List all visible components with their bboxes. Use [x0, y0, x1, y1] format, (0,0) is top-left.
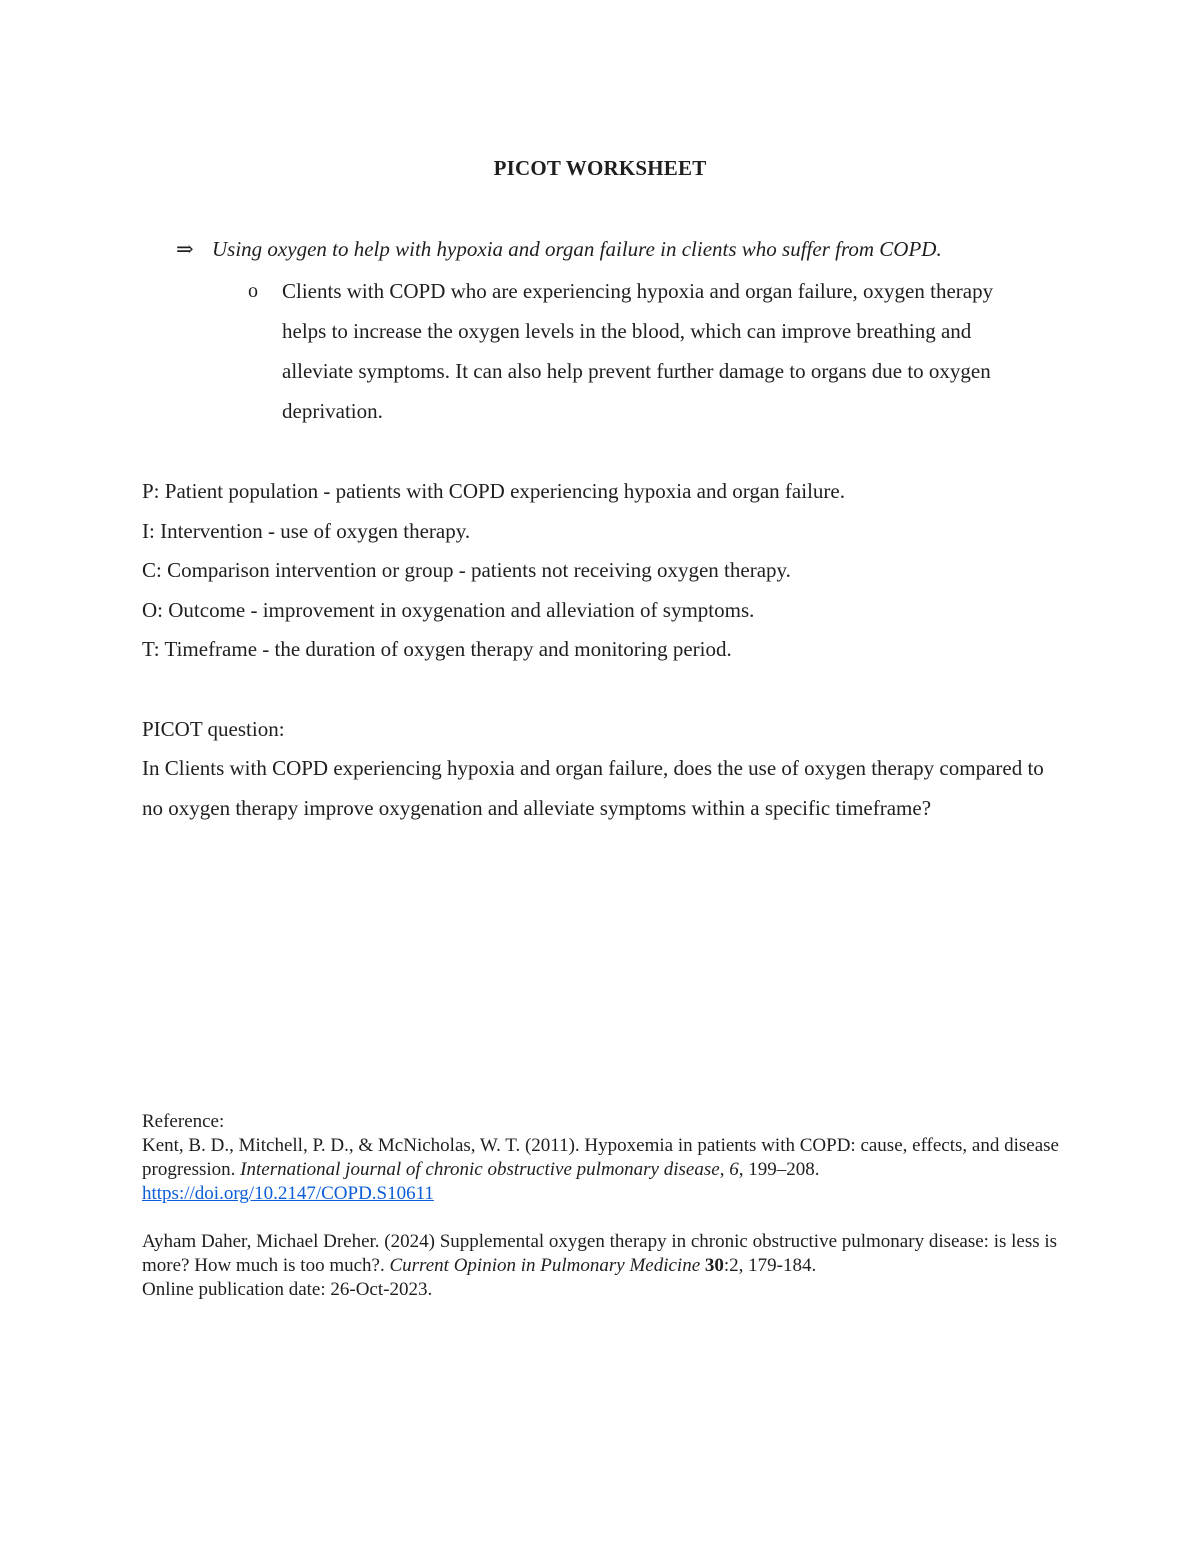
reference-2	[142, 1230, 1062, 1278]
picot-item-comparison: C: Comparison intervention or group - patients not receiving oxygen therapy.	[142, 558, 791, 583]
reference-2-authors: Ayham Daher, Michael Dreher. (2024) Supplemental oxygen therapy in chronic obstructive pulmonary disease: is less is more? How much is too much?.	[142, 1231, 1058, 1276]
circle-bullet-icon: o	[248, 280, 258, 302]
picot-item-timeframe: T: Timeframe - the duration of oxygen therapy and monitoring period.	[142, 637, 732, 662]
reference-1	[142, 1134, 1062, 1182]
intro-bullet-text: Using oxygen to help with hypoxia and organ failure in clients who suffer from COPD.	[212, 237, 942, 261]
reference-spacer	[142, 1206, 1062, 1230]
picot-item-outcome: O: Outcome - improvement in oxygenation and alleviation of symptoms.	[142, 597, 755, 622]
reference-1-volume: 6	[729, 1159, 739, 1180]
reference-2-journal: Current Opinion in Pulmonary Medicine	[389, 1255, 701, 1276]
arrow-bullet-icon: ⇒	[176, 237, 194, 261]
intro-bullet	[176, 234, 1076, 264]
picot-question-text: In Clients with COPD experiencing hypoxia and organ failure, does the use of oxygen therapy compared to no oxygen therapy improve oxygenation and alleviate symptoms within a specific timeframe?	[142, 756, 1044, 820]
references-heading: Reference:	[142, 1111, 225, 1132]
reference-1-sep: ,	[719, 1159, 730, 1180]
page-title: PICOT WORKSHEET	[493, 156, 707, 180]
references-section	[142, 1110, 1062, 1302]
reference-1-journal: International journal of chronic obstructive pulmonary disease	[240, 1159, 720, 1180]
intro-sub-bullet-text: Clients with COPD who are experiencing hypoxia and organ failure, oxygen therapy helps to increase the oxygen levels in the blood, which can improve breathing and alleviate symptoms. It can also help prevent further damage to organs due to oxygen deprivation.	[282, 279, 994, 423]
picot-item-intervention: I: Intervention - use of oxygen therapy.	[142, 518, 471, 543]
picot-question-label: PICOT question:	[142, 717, 285, 741]
picot-item-patient: P: Patient population - patients with COPD experiencing hypoxia and organ failure.	[142, 479, 845, 503]
picot-list	[142, 472, 1092, 670]
reference-2-pages: :2, 179-184.	[723, 1255, 817, 1276]
reference-1-pages: , 199–208.	[738, 1159, 820, 1180]
reference-1-doi-link[interactable]: https://doi.org/10.2147/COPD.S10611	[142, 1183, 434, 1204]
reference-1-authors: Kent, B. D., Mitchell, P. D., & McNicholas, W. T. (2011). Hypoxemia in patients with COPD: cause, effects, and disease progression.	[142, 1135, 1059, 1180]
reference-2-online-date: Online publication date: 26-Oct-2023.	[142, 1279, 433, 1300]
reference-2-volume: 30	[704, 1255, 724, 1276]
